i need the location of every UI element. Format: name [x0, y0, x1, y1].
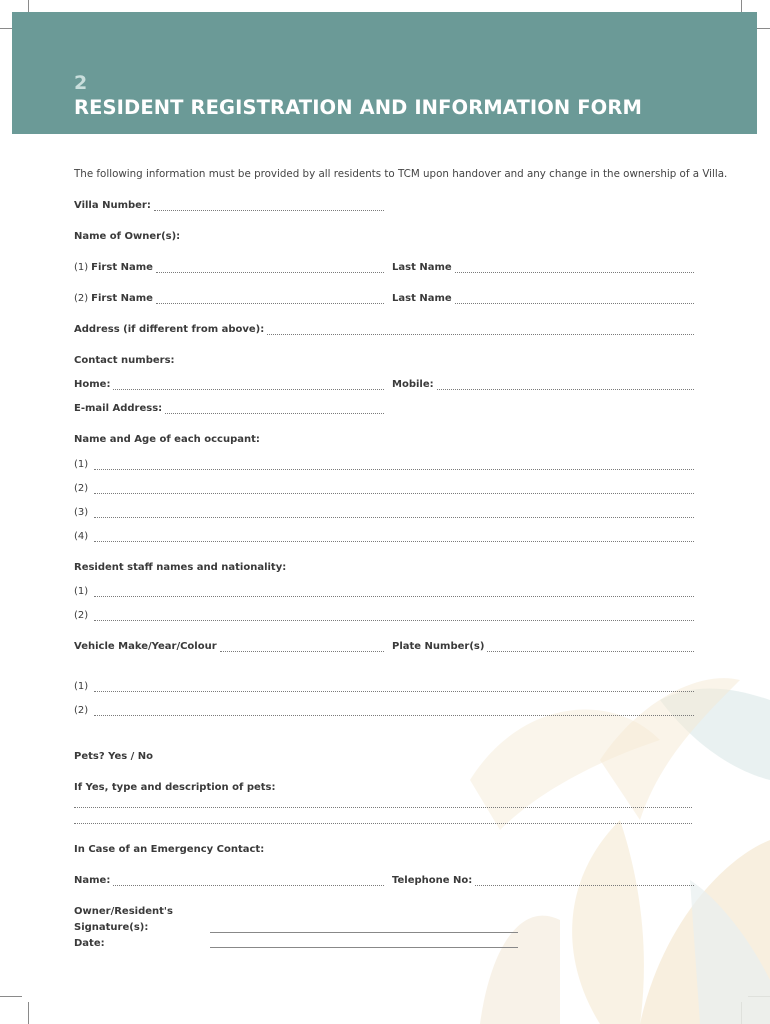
- last-name-label: Last Name: [392, 262, 452, 273]
- owner2-first-name-line[interactable]: [156, 295, 384, 304]
- pets-description-line-2[interactable]: [74, 815, 692, 824]
- vehicle-line[interactable]: [220, 643, 384, 652]
- pets-line-2[interactable]: [74, 815, 692, 824]
- owner2-last-name-field[interactable]: [392, 293, 694, 304]
- staff-1-line[interactable]: [94, 588, 694, 597]
- email-field[interactable]: [74, 403, 384, 414]
- staff-2-line[interactable]: [94, 612, 694, 621]
- staff-2-prefix: (2): [74, 610, 89, 621]
- occupant-2-prefix: (2): [74, 483, 89, 494]
- intro-text: The following information must be provided by all residents to TCM upon handover and any change in the ownership of a Villa.: [74, 168, 728, 180]
- vehicle-field[interactable]: [74, 641, 384, 652]
- address-label: Address (if different from above):: [74, 324, 265, 335]
- emergency-telephone-line[interactable]: [475, 877, 694, 886]
- vehicle-label: Vehicle Make/Year/Colour: [74, 641, 217, 652]
- plate-field[interactable]: [392, 641, 694, 652]
- vehicle-2-line[interactable]: [94, 707, 694, 716]
- signature-line[interactable]: [210, 932, 518, 933]
- signature-block: [74, 904, 173, 952]
- email-label: E-mail Address:: [74, 403, 163, 414]
- emergency-name-field[interactable]: [74, 875, 384, 886]
- occupant-1-line[interactable]: [94, 461, 694, 470]
- owner2-first-name-field[interactable]: [74, 293, 384, 304]
- occupant-1-prefix: (1): [74, 459, 89, 470]
- owner1-last-name-field[interactable]: [392, 262, 694, 273]
- villa-number-line[interactable]: [154, 202, 384, 211]
- section-number: 2: [74, 72, 88, 94]
- villa-number-label: Villa Number:: [74, 200, 151, 211]
- home-field[interactable]: [74, 379, 384, 390]
- vehicle-1-field[interactable]: [74, 681, 694, 692]
- vehicle-2-field[interactable]: [74, 705, 694, 716]
- contact-heading: Contact numbers:: [74, 355, 175, 366]
- signature-label-line1: Owner/Resident's: [74, 906, 173, 917]
- vehicle-1-prefix: (1): [74, 681, 89, 692]
- address-field[interactable]: [74, 324, 694, 335]
- occupant-4-field[interactable]: [74, 531, 694, 542]
- occupant-3-line[interactable]: [94, 509, 694, 518]
- owners-heading: Name of Owner(s):: [74, 231, 181, 242]
- occupant-3-prefix: (3): [74, 507, 89, 518]
- mobile-line[interactable]: [437, 381, 694, 390]
- last-name-label: Last Name: [392, 293, 452, 304]
- mobile-field[interactable]: [392, 379, 694, 390]
- owner1-last-name-line[interactable]: [455, 264, 694, 273]
- plate-line[interactable]: [487, 643, 694, 652]
- emergency-heading: In Case of an Emergency Contact:: [74, 844, 265, 855]
- staff-heading: Resident staff names and nationality:: [74, 562, 287, 573]
- home-label: Home:: [74, 379, 111, 390]
- occupant-2-field[interactable]: [74, 483, 694, 494]
- pets-type-heading: If Yes, type and description of pets:: [74, 782, 276, 793]
- emergency-name-label: Name:: [74, 875, 111, 886]
- vehicle-1-line[interactable]: [94, 683, 694, 692]
- occupant-4-prefix: (4): [74, 531, 89, 542]
- occupant-3-field[interactable]: [74, 507, 694, 518]
- signature-label-line2: Signature(s):: [74, 922, 149, 933]
- mobile-label: Mobile:: [392, 379, 434, 390]
- email-line[interactable]: [165, 405, 384, 414]
- occupant-4-line[interactable]: [94, 533, 694, 542]
- address-line[interactable]: [267, 326, 694, 335]
- pets-question: Pets? Yes / No: [74, 751, 154, 762]
- staff-1-field[interactable]: [74, 586, 694, 597]
- emergency-telephone-field[interactable]: [392, 875, 694, 886]
- owner1-first-name-line[interactable]: [156, 264, 384, 273]
- occupants-heading: Name and Age of each occupant:: [74, 434, 260, 445]
- emergency-name-line[interactable]: [113, 877, 384, 886]
- vehicle-2-prefix: (2): [74, 705, 89, 716]
- pets-description-line-1[interactable]: [74, 799, 692, 808]
- plate-label: Plate Number(s): [392, 641, 485, 652]
- first-name-label: First Name: [91, 293, 153, 304]
- owner1-prefix: (1): [74, 262, 89, 273]
- date-line[interactable]: [210, 947, 518, 948]
- page-title: RESIDENT REGISTRATION AND INFORMATION FORM: [74, 96, 642, 119]
- staff-2-field[interactable]: [74, 610, 694, 621]
- owner2-prefix: (2): [74, 293, 89, 304]
- header-band: [12, 12, 757, 134]
- staff-1-prefix: (1): [74, 586, 89, 597]
- owner2-last-name-line[interactable]: [455, 295, 694, 304]
- date-label: Date:: [74, 938, 105, 949]
- home-line[interactable]: [113, 381, 384, 390]
- occupant-2-line[interactable]: [94, 485, 694, 494]
- first-name-label: First Name: [91, 262, 153, 273]
- occupant-1-field[interactable]: [74, 459, 694, 470]
- pets-line-1[interactable]: [74, 799, 692, 808]
- owner1-first-name-field[interactable]: [74, 262, 384, 273]
- telephone-label: Telephone No:: [392, 875, 473, 886]
- villa-number-field[interactable]: [74, 200, 384, 211]
